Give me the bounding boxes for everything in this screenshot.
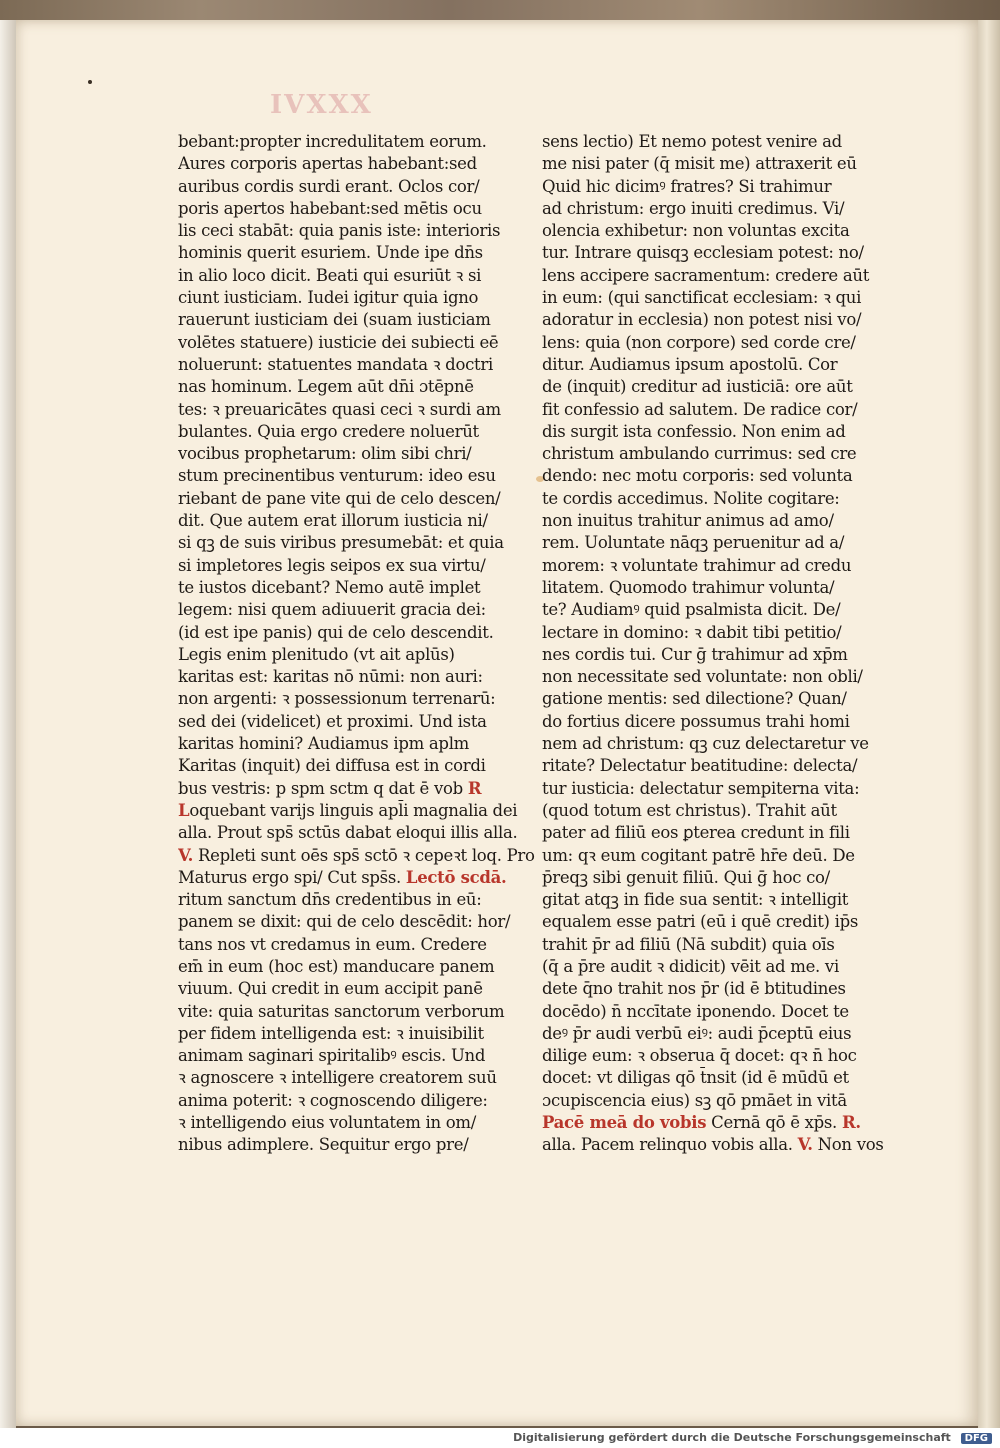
- text-line: em̄ in eum (hoc est) manducare panem: [178, 956, 495, 976]
- text-line: litatem. Quomodo trahimur volunta/: [542, 577, 835, 597]
- text-line: ritum sanctum dn̄s credentibus in eū:: [178, 890, 482, 910]
- rubric-text: V.: [797, 1135, 813, 1155]
- text-line: non argenti: ꝛ possessionum terrenarū:: [178, 689, 496, 709]
- text-line: do fortius dicere possumus trahi homi: [542, 711, 850, 731]
- text-line: olencia exhibetur: non voluntas excita: [542, 221, 850, 241]
- text-line: de (inquit) creditur ad iusticiā: ore aūt: [542, 377, 853, 397]
- text-line: volētes statuere) iusticie dei subiecti eē: [178, 332, 499, 352]
- text-line: Aures corporis apertas habebant:sed: [178, 154, 477, 174]
- text-line: te cordis accedimus. Nolite cogitare:: [542, 488, 840, 508]
- book-gutter-left: [0, 20, 16, 1428]
- text-line: (quod totum est christus). Trahit aūt: [542, 800, 837, 820]
- text-line: dete q̄no trahit nos p̄r (id ē btitudines: [542, 979, 846, 999]
- text-line: docet: vt diligas qō t̄nsit (id ē mūdū et: [542, 1068, 849, 1088]
- text-line: sens lectio) Et nemo potest venire ad: [542, 132, 842, 151]
- text-line: si impletores legis seipos ex sua virtu/: [178, 555, 486, 575]
- text-line: (id est ipe panis) qui de celo descendit.: [178, 622, 494, 642]
- text-line: ꝛ intelligendo eius voluntatem in om/: [178, 1113, 476, 1133]
- text-line: ꝛ agnoscere ꝛ intelligere creatorem suū: [178, 1068, 497, 1088]
- text-line: karitas homini? Audiamus ipm aplm: [178, 734, 470, 754]
- text-line: adoratur in ecclesia) non potest nisi vo/: [542, 310, 862, 330]
- text-line: te? Audiamꝰ quid psalmista dicit. De/: [542, 600, 841, 620]
- text-line: nas hominum. Legem aūt dn̄i ɔtēpnē: [178, 377, 474, 397]
- text-line: non inuitus trahitur animus ad amo/: [542, 511, 834, 531]
- text-line: christum ambulando currimus: sed cre: [542, 444, 857, 464]
- rubric-text: V.: [178, 845, 194, 865]
- text-line: dis surgit ista confessio. Non enim ad: [542, 421, 846, 441]
- text-line: hominis querit esuriem. Unde ipe dn̄s: [178, 243, 483, 263]
- text-line: per fidem intelligenda est: ꝛ inuisibilit: [178, 1023, 484, 1043]
- text-line: nes cordis tui. Cur ḡ trahimur ad xp̄m: [542, 644, 848, 664]
- book-top-edge: [0, 0, 1000, 22]
- text-line: nem ad christum: qꝫ cuz delectaretur ve: [542, 734, 869, 754]
- text-line: dit. Que autem erat illorum iusticia ni/: [178, 511, 488, 531]
- text-line: riebant de pane vite qui de celo descen/: [178, 488, 501, 508]
- text-line: lectare in domino: ꝛ dabit tibi petitio/: [542, 622, 842, 642]
- text-line: Quid hic dicimꝰ fratres? Si trahimur: [542, 176, 832, 196]
- text-line: ciunt iusticiam. Iudei igitur quia igno: [178, 288, 479, 308]
- text-line: ɔcupiscencia eius) sꝫ qō pmāet in vitā: [542, 1090, 847, 1110]
- text-line: Loquebant varijs linguis apl̄i magnalia dei: [178, 800, 518, 820]
- text-line: equalem esse patri (eū i quē credit) ip̄s: [542, 912, 859, 932]
- text-line: dendo: nec motu corporis: sed volunta: [542, 466, 853, 486]
- text-line: lens accipere sacramentum: credere aūt: [542, 265, 870, 285]
- text-line: gatione mentis: sed dilectione? Quan/: [542, 689, 847, 709]
- text-line: ditur. Audiamus ipsum apostolū. Cor: [542, 354, 838, 374]
- funding-credit: [513, 1431, 992, 1444]
- text-line: fit confessio ad salutem. De radice cor/: [542, 399, 858, 419]
- rubric-text: R.: [841, 1113, 861, 1133]
- rubric-text: R: [467, 778, 482, 798]
- text-line: rauerunt iusticiam dei (suam iusticiam: [178, 310, 491, 330]
- text-line: dilige eum: ꝛ obserua q̄ docet: qꝛ n̄ hoc: [542, 1046, 857, 1066]
- text-line: viuum. Qui credit in eum accipit panē: [178, 979, 483, 999]
- text-line: stum precinentibus venturum: ideo esu: [178, 466, 496, 486]
- text-line: um: qꝛ eum cogitant patrē hr̄e deū. De: [542, 845, 855, 865]
- text-line: lis ceci stabāt: quia panis iste: interioris: [178, 221, 501, 241]
- text-line: poris apertos habebant:sed mētis ocu: [178, 198, 482, 218]
- text-line: Pacē meā do vobis Cernā qō ē xp̄s. R.: [542, 1113, 861, 1133]
- text-line: in eum: (qui sanctificat ecclesiam: ꝛ qui: [542, 288, 862, 308]
- text-line: gitat atqꝫ in fide sua sentit: ꝛ intelligit: [542, 890, 849, 910]
- text-line: tes: ꝛ preuaricātes quasi ceci ꝛ surdi am: [178, 399, 501, 419]
- text-line: vocibus prophetarum: olim sibi chri/: [178, 444, 472, 464]
- text-line: in alio loco dicit. Beati qui esuriūt ꝛ si: [178, 265, 482, 285]
- text-line: anima poterit: ꝛ cognoscendo diligere:: [178, 1090, 488, 1110]
- text-line: trahit p̄r ad filiū (Nā subdit) quia oīs: [542, 934, 835, 954]
- text-line: non necessitate sed voluntate: non obli/: [542, 667, 863, 687]
- text-line: bulantes. Quia ergo credere noluerūt: [178, 421, 479, 441]
- text-column-left: [178, 131, 538, 1157]
- text-line: legem: nisi quem adiuuerit gracia dei:: [178, 600, 486, 620]
- text-line: V. Repleti sunt oēs sps̄ sctō ꝛ cepeꝛt loq. Pro: [178, 845, 535, 865]
- text-line: panem se dixit: qui de celo descēdit: hor/: [178, 912, 511, 932]
- text-column-right: [542, 131, 910, 1157]
- text-line: tur. Intrare quisqꝫ ecclesiam potest: no/: [542, 243, 864, 263]
- text-line: sed dei (videlicet) et proximi. Und ista: [178, 711, 487, 731]
- text-line: animam saginari spiritalibꝰ escis. Und: [178, 1046, 486, 1066]
- text-line: docēdo) n̄ nccītate iponendo. Docet te: [542, 1001, 849, 1021]
- text-line: deꝰ p̄r audi verbū eiꝰ: audi p̄ceptū eius: [542, 1023, 852, 1043]
- text-line: alla. Prout sps̄ sctūs dabat eloqui illis alla.: [178, 823, 518, 843]
- text-line: si qꝫ de suis viribus presumebāt: et quia: [178, 533, 504, 553]
- rubric-text: L: [178, 800, 190, 820]
- credit-text: Digitalisierung gefördert durch die Deutsche Forschungsgemeinschaft: [513, 1431, 951, 1444]
- dfg-logo-icon: DFG: [961, 1433, 992, 1444]
- text-line: auribus cordis surdi erant. Oclos cor/: [178, 176, 480, 196]
- text-line: bebant:propter incredulitatem eorum.: [178, 132, 487, 151]
- book-fore-edge: [978, 20, 1000, 1428]
- text-line: me nisi pater (q̄ misit me) attraxerit eū: [542, 154, 857, 174]
- text-line: tur iusticia: delectatur sempiterna vita:: [542, 778, 860, 798]
- text-line: nibus adimplere. Sequitur ergo pre/: [178, 1135, 469, 1155]
- text-line: lens: quia (non corpore) sed corde cre/: [542, 332, 856, 352]
- rubric-text: Lectō scdā.: [405, 867, 507, 887]
- text-line: ritate? Delectatur beatitudine: delecta/: [542, 756, 858, 776]
- text-line: alla. Pacem relinquo vobis alla. V. Non vos: [542, 1135, 884, 1155]
- text-line: vite: quia saturitas sanctorum verborum: [178, 1001, 505, 1021]
- text-line: morem: ꝛ voluntate trahimur ad credu: [542, 555, 852, 575]
- text-line: p̄reqꝫ sibi genuit filiū. Qui ḡ hoc co/: [542, 867, 830, 887]
- text-line: (q̄ a p̄re audit ꝛ didicit) vēit ad me. vi: [542, 956, 839, 976]
- text-line: ad christum: ergo inuiti credimus. Vi/: [542, 198, 845, 218]
- ink-speck: [88, 80, 92, 84]
- text-line: bus vestris: p spm sctm q dat ē vob R: [178, 778, 482, 798]
- text-line: Legis enim plenitudo (vt ait aplūs): [178, 644, 455, 664]
- text-line: pater ad filiū eos ꝑterea credunt in fili: [542, 823, 850, 843]
- rubric-text: Pacē meā do vobis: [542, 1113, 707, 1133]
- text-line: tans nos vt credamus in eum. Credere: [178, 934, 487, 954]
- text-line: noluerunt: statuentes mandata ꝛ doctri: [178, 354, 493, 374]
- text-line: te iustos dicebant? Nemo autē implet: [178, 577, 481, 597]
- text-line: Karitas (inquit) dei diffusa est in cordi: [178, 756, 486, 776]
- text-line: Maturus ergo spi/ Cut sps̄s. Lectō scdā.: [178, 867, 507, 887]
- text-line: rem. Uoluntate nāqꝫ peruenitur ad a/: [542, 533, 845, 553]
- text-line: karitas est: karitas nō nūmi: non auri:: [178, 667, 483, 687]
- folio-number: IVXXX: [270, 90, 373, 120]
